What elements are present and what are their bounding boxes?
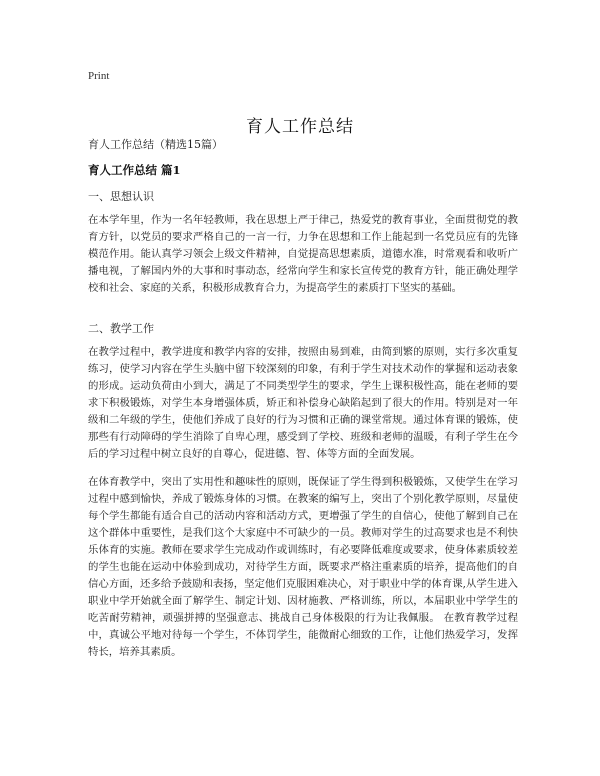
paragraph-teaching-2: 在体育教学中，突出了实用性和趣味性的原则，既保证了学生得到积极锻炼，又使学生在学习过程中感到愉快，养成了锻炼身体的习惯。在教案的编写上，突出了个别化教学原则，尽量使每个学生都能有适合自己的活动内容和活动方式，更增强了学生的自信心，使他了解到自己在这个群体中重要性，是我们这个大家庭中不可缺少的一员。教师对学生的过高要求也是不利快乐体育的实施。教师在要求学生完成动作或训练时，有必要降低难度或要求，使身体素质较差的学生也能在运动中体验到成功，对待学生方面，既要求严格注重素质的培养，提高他们的自信心方面，还多给予鼓励和表扬，坚定他们克服困难决心，对于职业中学的体育课,从学生进入职业中学开始就全面了解学生、制定计划、因材施教、严格训练，所以，本届职业中学学生的 吃苦耐劳精神，顽强拼搏的坚强意志、挑战自己身体极限的行为让我佩服。 在教育教学过程中，真诚公平地对待每一个学生，不体罚学生，能微耐心细致的工作，让他们热爱学习，发挥特长，培养其素质。 bbox=[88, 476, 518, 658]
section-heading: 育人工作总结 篇1 bbox=[88, 163, 181, 177]
paragraph-ideology: 在本学年里，作为一名年轻教师，我在思想上严于律己，热爱党的教育事业，全面贯彻党的教育方针，以党员的要求严格自己的一言一行，力争在思想和工作上能起到一名党员应有的先锋模范作用。能认真学习领会上级文件精神，自觉提高思想素质，道德水准，时常观看和收听广播电视，了解国内外的大事和时事动态，经常向学生和家长宣传党的教育方针，能正确处理学校和社会、家庭的关系，积极形成教育合力，为提高学生的素质打下坚实的基础。 bbox=[88, 214, 518, 294]
document-title: 育人工作总结 bbox=[246, 117, 354, 138]
print-label[interactable]: Print bbox=[88, 70, 110, 82]
sub-heading-teaching: 二、教学工作 bbox=[88, 322, 154, 335]
sub-heading-ideology: 一、思想认识 bbox=[88, 190, 154, 203]
paragraph-teaching-1: 在教学过程中，教学进度和教学内容的安排，按照由易到难，由简到繁的原则，实行多次重复练习，使学习内容在学生头脑中留下较深刻的印象，有利于学生对技术动作的掌握和运动表象的形成。运动负荷由小到大，满足了不同类型学生的要求，学生上课积极性高，能在老师的要求下积极锻炼，对学生本身增强体质，矫正和补偿身心缺陷起到了很大的作用。特别是对一年级和二年级的学生，使他们养成了良好的行为习惯和正确的课堂常规。通过体育课的锻炼，使那些有行动障碍的学生消除了自卑心理，感受到了学校、班级和老师的温暖，有利子学生在今后的学习过程中树立良好的自尊心，促进德、智、体等方面的全面发展。 bbox=[88, 346, 518, 460]
document-subtitle: 育人工作总结（精选15篇） bbox=[88, 138, 223, 151]
